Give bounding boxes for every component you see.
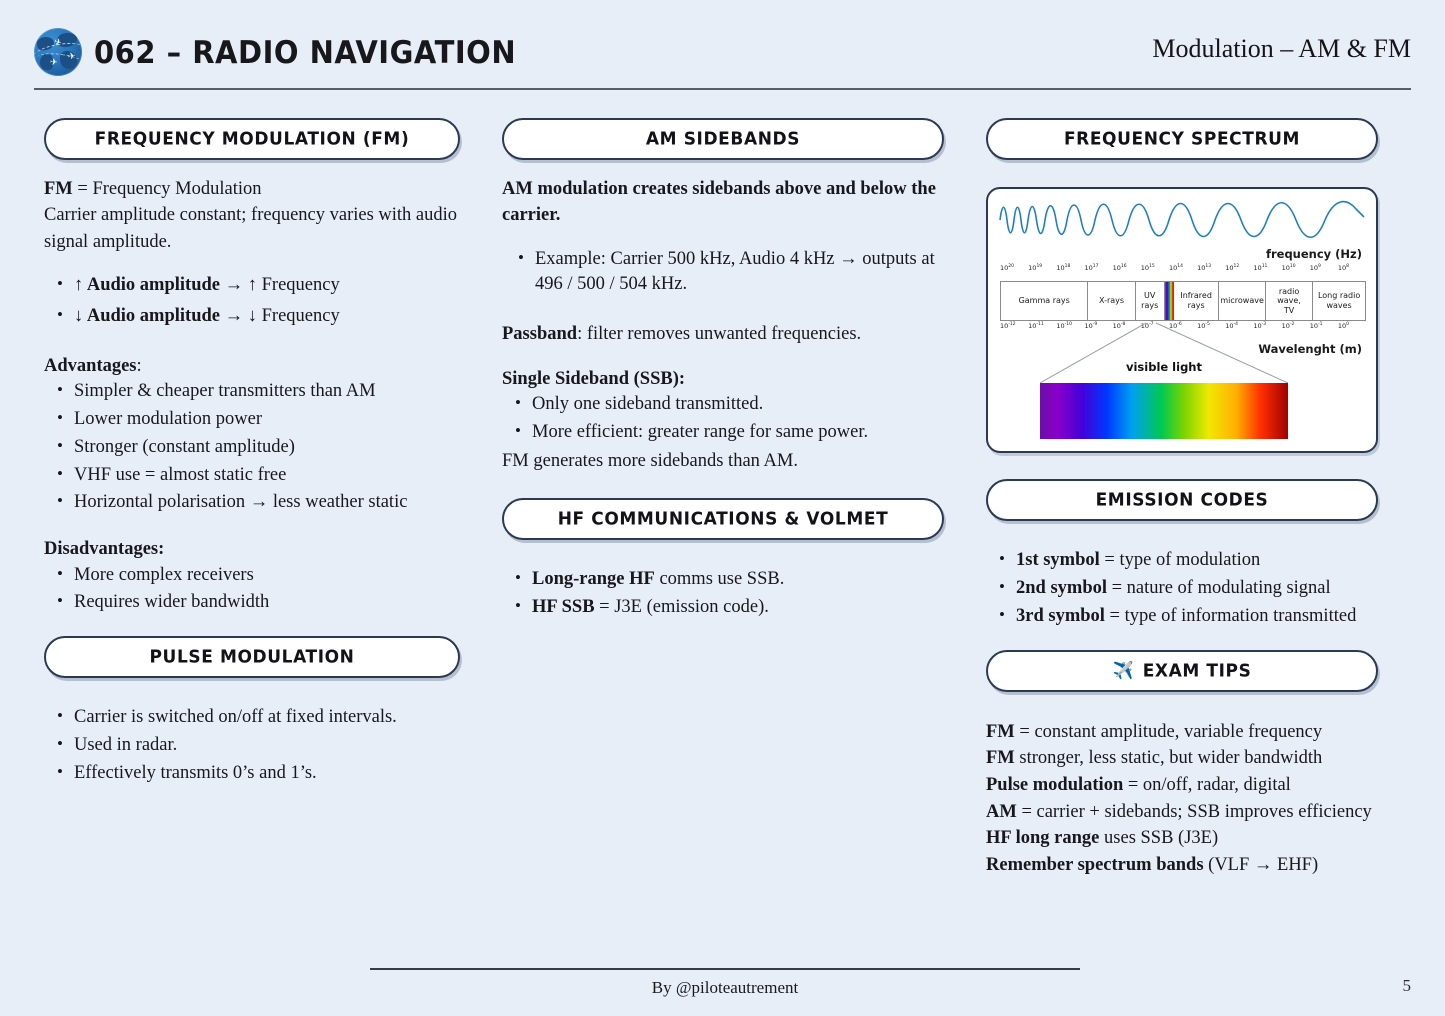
axis-tick: $10^{-4}$ — [1225, 322, 1239, 331]
column-middle — [502, 118, 944, 623]
ssb-label — [502, 366, 944, 392]
globe-airplanes-icon: ✈ ✈ ✈ — [34, 28, 82, 76]
list-item: • Lower modulation power — [74, 407, 460, 433]
emission-codes-body — [986, 537, 1378, 630]
section-heading-pulse-modulation — [44, 636, 460, 678]
fm-amplitude-bullets — [44, 273, 460, 330]
section-heading-label: FREQUENCY SPECTRUM — [1063, 128, 1301, 150]
fm-definition-term: FM — [44, 179, 73, 199]
section-heading-label: PULSE MODULATION — [149, 646, 355, 668]
hf-communications-body — [502, 556, 944, 621]
tip-rest: = on/off, radar, digital — [1123, 774, 1291, 795]
bullet-bold: HF SSB — [532, 596, 595, 617]
spectrum-band: UV rays — [1136, 282, 1165, 320]
list-item — [1016, 548, 1378, 574]
fm-definition-rest: = Frequency Modulation — [72, 179, 262, 199]
axis-tick: $10^{19}$ — [1028, 264, 1043, 273]
section-heading-emission-codes — [986, 479, 1378, 521]
axis-tick: $10^{-3}$ — [1253, 322, 1267, 331]
bullet-bold: 2nd symbol — [1016, 577, 1107, 598]
course-title: 062 – RADIO NAVIGATION — [94, 33, 517, 71]
axis-tick: $10^{-5}$ — [1197, 322, 1210, 331]
list-item: • Horizontal polarisation → less weather static — [74, 490, 460, 516]
footer-credit: By @piloteautrement — [651, 978, 799, 997]
list-item: • Simpler & cheaper transmitters than AM — [74, 379, 460, 405]
ssb-closing-line: FM generates more sidebands than AM. — [502, 450, 798, 471]
list-item — [1016, 576, 1378, 602]
spectrum-band: Gamma rays — [1001, 282, 1088, 320]
visible-light-label: visible light — [1125, 360, 1202, 374]
topic-title: Modulation – AM & FM — [1152, 34, 1411, 63]
advantages-label — [44, 353, 460, 379]
disadvantages-list — [44, 563, 460, 617]
ssb-label-bold: Single Sideband (SSB): — [502, 368, 686, 389]
list-item: • Effectively transmits 0’s and 1’s. — [74, 761, 460, 787]
section-heading-label: HF COMMUNICATIONS & VOLMET — [557, 508, 889, 530]
axis-tick: $10^{15}$ — [1140, 264, 1155, 273]
am-intro-bold: AM modulation creates sidebands above and below the carrier. — [502, 179, 936, 226]
list-item — [74, 273, 460, 299]
section-heading-frequency-spectrum — [986, 118, 1378, 160]
bullet-rest: → ↓ Frequency — [220, 305, 340, 326]
pulse-modulation-body — [44, 694, 460, 787]
fm-body — [44, 176, 460, 616]
advantages-label-colon: : — [136, 355, 142, 376]
exam-tips-body — [986, 708, 1378, 879]
list-item — [1016, 604, 1378, 630]
bullet-rest: = type of information transmitted — [1104, 605, 1357, 626]
fm-definition-line2: Carrier amplitude constant; frequency varies with audio signal amplitude. — [44, 205, 458, 252]
list-item: • Only one sideband transmitted. — [532, 392, 944, 418]
list-item — [532, 567, 944, 593]
bullet-bold: 1st symbol — [1016, 550, 1100, 570]
axis-tick: $10^{14}$ — [1168, 264, 1183, 273]
spectrum-band: Long radio waves — [1317, 291, 1361, 310]
hf-list — [502, 567, 944, 621]
axis-tick: $10^{18}$ — [1056, 264, 1071, 273]
footer-divider — [370, 968, 1080, 970]
section-heading-label: AM SIDEBANDS — [645, 128, 801, 150]
am-intro — [502, 176, 944, 229]
am-sidebands-body — [502, 176, 944, 474]
column-right — [986, 118, 1378, 878]
list-item — [532, 595, 944, 621]
axis-tick: $10^0$ — [1337, 322, 1350, 331]
tip-bold: FM — [986, 721, 1015, 742]
disadvantages-label — [44, 536, 460, 562]
advantages-list — [44, 379, 460, 516]
column-left — [44, 118, 460, 789]
axis-tick: $10^{-10}$ — [1056, 322, 1072, 331]
airplane-icon: ✈️ — [1112, 661, 1134, 681]
bullet-rest: = J3E (emission code). — [594, 596, 769, 617]
spectrum-band: microwave — [1219, 282, 1266, 320]
tip-bold: FM — [986, 748, 1015, 769]
tip-bold: Remember spectrum bands — [986, 854, 1204, 875]
bullet-bold: ↓ Audio amplitude — [74, 305, 220, 326]
wavelength-axis-label: Wavelenght (m) — [1258, 342, 1362, 356]
tip-rest: = carrier + sidebands; SSB improves efficiency — [1016, 801, 1372, 822]
tip-bold: Pulse modulation — [986, 774, 1124, 795]
page-header — [34, 28, 1411, 86]
bullet-bold: Long-range HF — [532, 568, 655, 589]
spectrum-band: radio wave, TV — [1266, 282, 1313, 320]
disadvantages-label-bold: Disadvantages: — [44, 539, 165, 560]
pulse-modulation-list — [44, 705, 460, 787]
axis-tick: $10^{16}$ — [1112, 264, 1127, 273]
axis-tick: $10^{17}$ — [1084, 264, 1099, 273]
passband-rest: : filter removes unwanted frequencies. — [577, 324, 862, 345]
frequency-spectrum-figure — [986, 187, 1378, 453]
section-heading-label: EXAM TIPS — [1142, 660, 1252, 682]
bullet-rest: comms use SSB. — [654, 568, 785, 589]
axis-tick: $10^{20}$ — [1000, 264, 1015, 273]
exam-tip-line — [986, 799, 1378, 826]
tip-rest: (VLF → EHF) — [1203, 854, 1319, 875]
section-heading-frequency-modulation — [44, 118, 460, 160]
header-brand — [34, 28, 516, 76]
am-example-list — [502, 247, 944, 299]
axis-tick: $10^{-12}$ — [1000, 322, 1016, 331]
axis-tick: $10^{-11}$ — [1028, 322, 1044, 331]
axis-tick: $10^{-6}$ — [1168, 322, 1182, 331]
exam-tip-line — [986, 772, 1378, 799]
passband-label: Passband — [502, 324, 578, 345]
axis-tick: $10^{13}$ — [1197, 264, 1212, 273]
advantages-label-bold: Advantages — [44, 355, 137, 376]
list-item: • Used in radar. — [74, 733, 460, 759]
exam-tip-line — [986, 825, 1378, 852]
page-number: 5 — [1402, 976, 1411, 995]
axis-tick: $10^{-1}$ — [1309, 322, 1323, 331]
emission-codes-list — [986, 548, 1378, 630]
section-heading-label: FREQUENCY MODULATION (FM) — [94, 128, 410, 150]
list-item: • More efficient: greater range for same power. — [532, 420, 944, 446]
axis-tick: $10^{12}$ — [1225, 264, 1240, 273]
axis-tick: $10^{-7}$ — [1140, 322, 1154, 331]
tip-bold: HF long range — [986, 828, 1100, 849]
section-heading-exam-tips — [986, 650, 1378, 692]
list-item: • Stronger (constant amplitude) — [74, 435, 460, 461]
tip-bold: AM — [986, 801, 1017, 822]
tip-rest: = constant amplitude, variable frequency — [1014, 721, 1323, 742]
passband-line — [502, 321, 944, 347]
bullet-rest: = type of modulation — [1099, 550, 1261, 570]
axis-tick: $10^8$ — [1337, 264, 1350, 273]
bullet-bold: 3rd symbol — [1016, 605, 1105, 626]
fm-definition — [44, 176, 460, 202]
axis-tick: $10^{-8}$ — [1112, 322, 1126, 331]
visible-light-gradient — [1040, 383, 1288, 439]
axis-tick: $10^{11}$ — [1253, 264, 1268, 273]
exam-tip-line — [986, 719, 1378, 746]
spectrum-band: Infrared rays — [1174, 282, 1220, 320]
header-divider — [34, 88, 1411, 90]
bullet-rest: = nature of modulating signal — [1107, 577, 1331, 598]
list-item: • Carrier is switched on/off at fixed intervals. — [74, 705, 460, 731]
tip-rest: stronger, less static, but wider bandwidth — [1014, 748, 1323, 769]
spectrum-band: X-rays — [1088, 282, 1135, 320]
bullet-rest: → ↑ Frequency — [220, 274, 340, 295]
section-heading-label: EMISSION CODES — [1095, 489, 1269, 511]
list-item: • More complex receivers — [74, 563, 460, 589]
section-heading-am-sidebands — [502, 118, 944, 160]
list-item: • Requires wider bandwidth — [74, 590, 460, 616]
axis-tick: $10^{-9}$ — [1084, 322, 1098, 331]
axis-tick: $10^9$ — [1309, 264, 1321, 273]
exam-tip-line — [986, 745, 1378, 772]
section-heading-hf-communications — [502, 498, 944, 540]
axis-tick: $10^{-2}$ — [1281, 322, 1295, 331]
list-item: • Example: Carrier 500 kHz, Audio 4 kHz → outputs at 496 / 500 / 504 kHz. — [535, 247, 944, 299]
list-item — [74, 304, 460, 330]
exam-tip-line — [986, 852, 1378, 879]
list-item: • VHF use = almost static free — [74, 463, 460, 489]
ssb-list — [502, 392, 944, 446]
bullet-bold: ↑ Audio amplitude — [74, 274, 220, 295]
tip-rest: uses SSB (J3E) — [1099, 828, 1219, 849]
frequency-axis-label: frequency (Hz) — [1265, 247, 1362, 261]
axis-tick: $10^{10}$ — [1281, 264, 1296, 273]
